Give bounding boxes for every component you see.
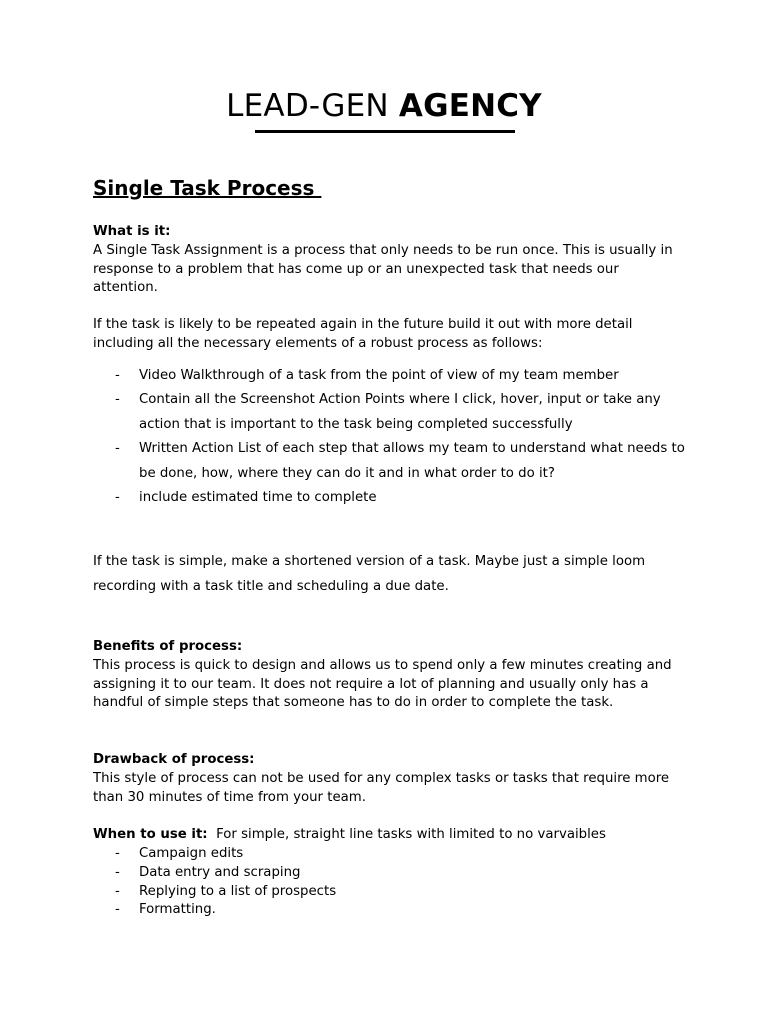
list-item: - Data entry and scraping bbox=[93, 864, 693, 883]
list-dash: - bbox=[115, 490, 120, 506]
what-is-it-text: A Single Task Assignment is a process that only needs to be run once. This is usually in response to a problem that has come up or an unexpected task that needs our attention. bbox=[93, 242, 673, 296]
simple-task-text: If the task is simple, make a shortened version of a task. Maybe just a simple loom recording with a task title and scheduling a due date. bbox=[93, 554, 646, 594]
list-item: - Video Walkthrough of a task from the point of view of my team member bbox=[93, 364, 693, 388]
list-dash: - bbox=[115, 883, 120, 899]
list-dash: - bbox=[115, 846, 120, 861]
logo-text-light: LEAD-GEN bbox=[226, 88, 399, 124]
when-to-use-text: For simple, straight line tasks with limited to no varvaibles bbox=[207, 827, 606, 842]
page-title: Single Task Process bbox=[93, 176, 322, 200]
process-elements-list bbox=[93, 364, 693, 510]
drawback-text: This style of process can not be used for any complex tasks or tasks that require more than 30 minutes of time from your team. bbox=[93, 770, 670, 805]
what-is-it-label: What is it: bbox=[93, 224, 171, 239]
logo-underline bbox=[255, 130, 515, 133]
logo-text-bold: AGENCY bbox=[398, 88, 542, 124]
list-item: - Campaign edits bbox=[93, 845, 693, 864]
list-dash: - bbox=[115, 368, 120, 383]
list-item: - Replying to a list of prospects bbox=[93, 883, 693, 902]
list-item: - include estimated time to complete bbox=[93, 486, 693, 510]
list-dash: - bbox=[115, 864, 120, 880]
list-dash: - bbox=[115, 441, 120, 457]
benefits-label: Benefits of process: bbox=[93, 639, 243, 654]
list-item: - Contain all the Screenshot Action Points where I click, hover, input or take any action that is important to the task being completed successfully bbox=[93, 388, 693, 437]
list-dash: - bbox=[115, 902, 120, 918]
benefits-text: This process is quick to design and allows us to spend only a few minutes creating and assigning it to our team. It does not require a lot of planning and usually only has a handful of simple steps that someone has to do in order to complete the task. bbox=[93, 657, 672, 711]
when-to-use-list bbox=[93, 845, 693, 920]
list-dash: - bbox=[115, 392, 120, 408]
when-to-use-line bbox=[93, 826, 683, 845]
benefits-section bbox=[93, 638, 683, 713]
list-item: - Formatting. bbox=[93, 901, 693, 920]
repeat-intro-text: If the task is likely to be repeated again in the future build it out with more detail including all the necessary elements of a robust process as follows: bbox=[93, 317, 633, 351]
agency-logo bbox=[0, 86, 768, 126]
when-to-use-label: When to use it: bbox=[93, 827, 208, 842]
what-is-it-section bbox=[93, 223, 683, 298]
drawback-section bbox=[93, 751, 683, 807]
drawback-label: Drawback of process: bbox=[93, 752, 255, 767]
list-item: - Written Action List of each step that allows my team to understand what needs to be done, how, where they can do it and in what order to do it? bbox=[93, 437, 693, 486]
